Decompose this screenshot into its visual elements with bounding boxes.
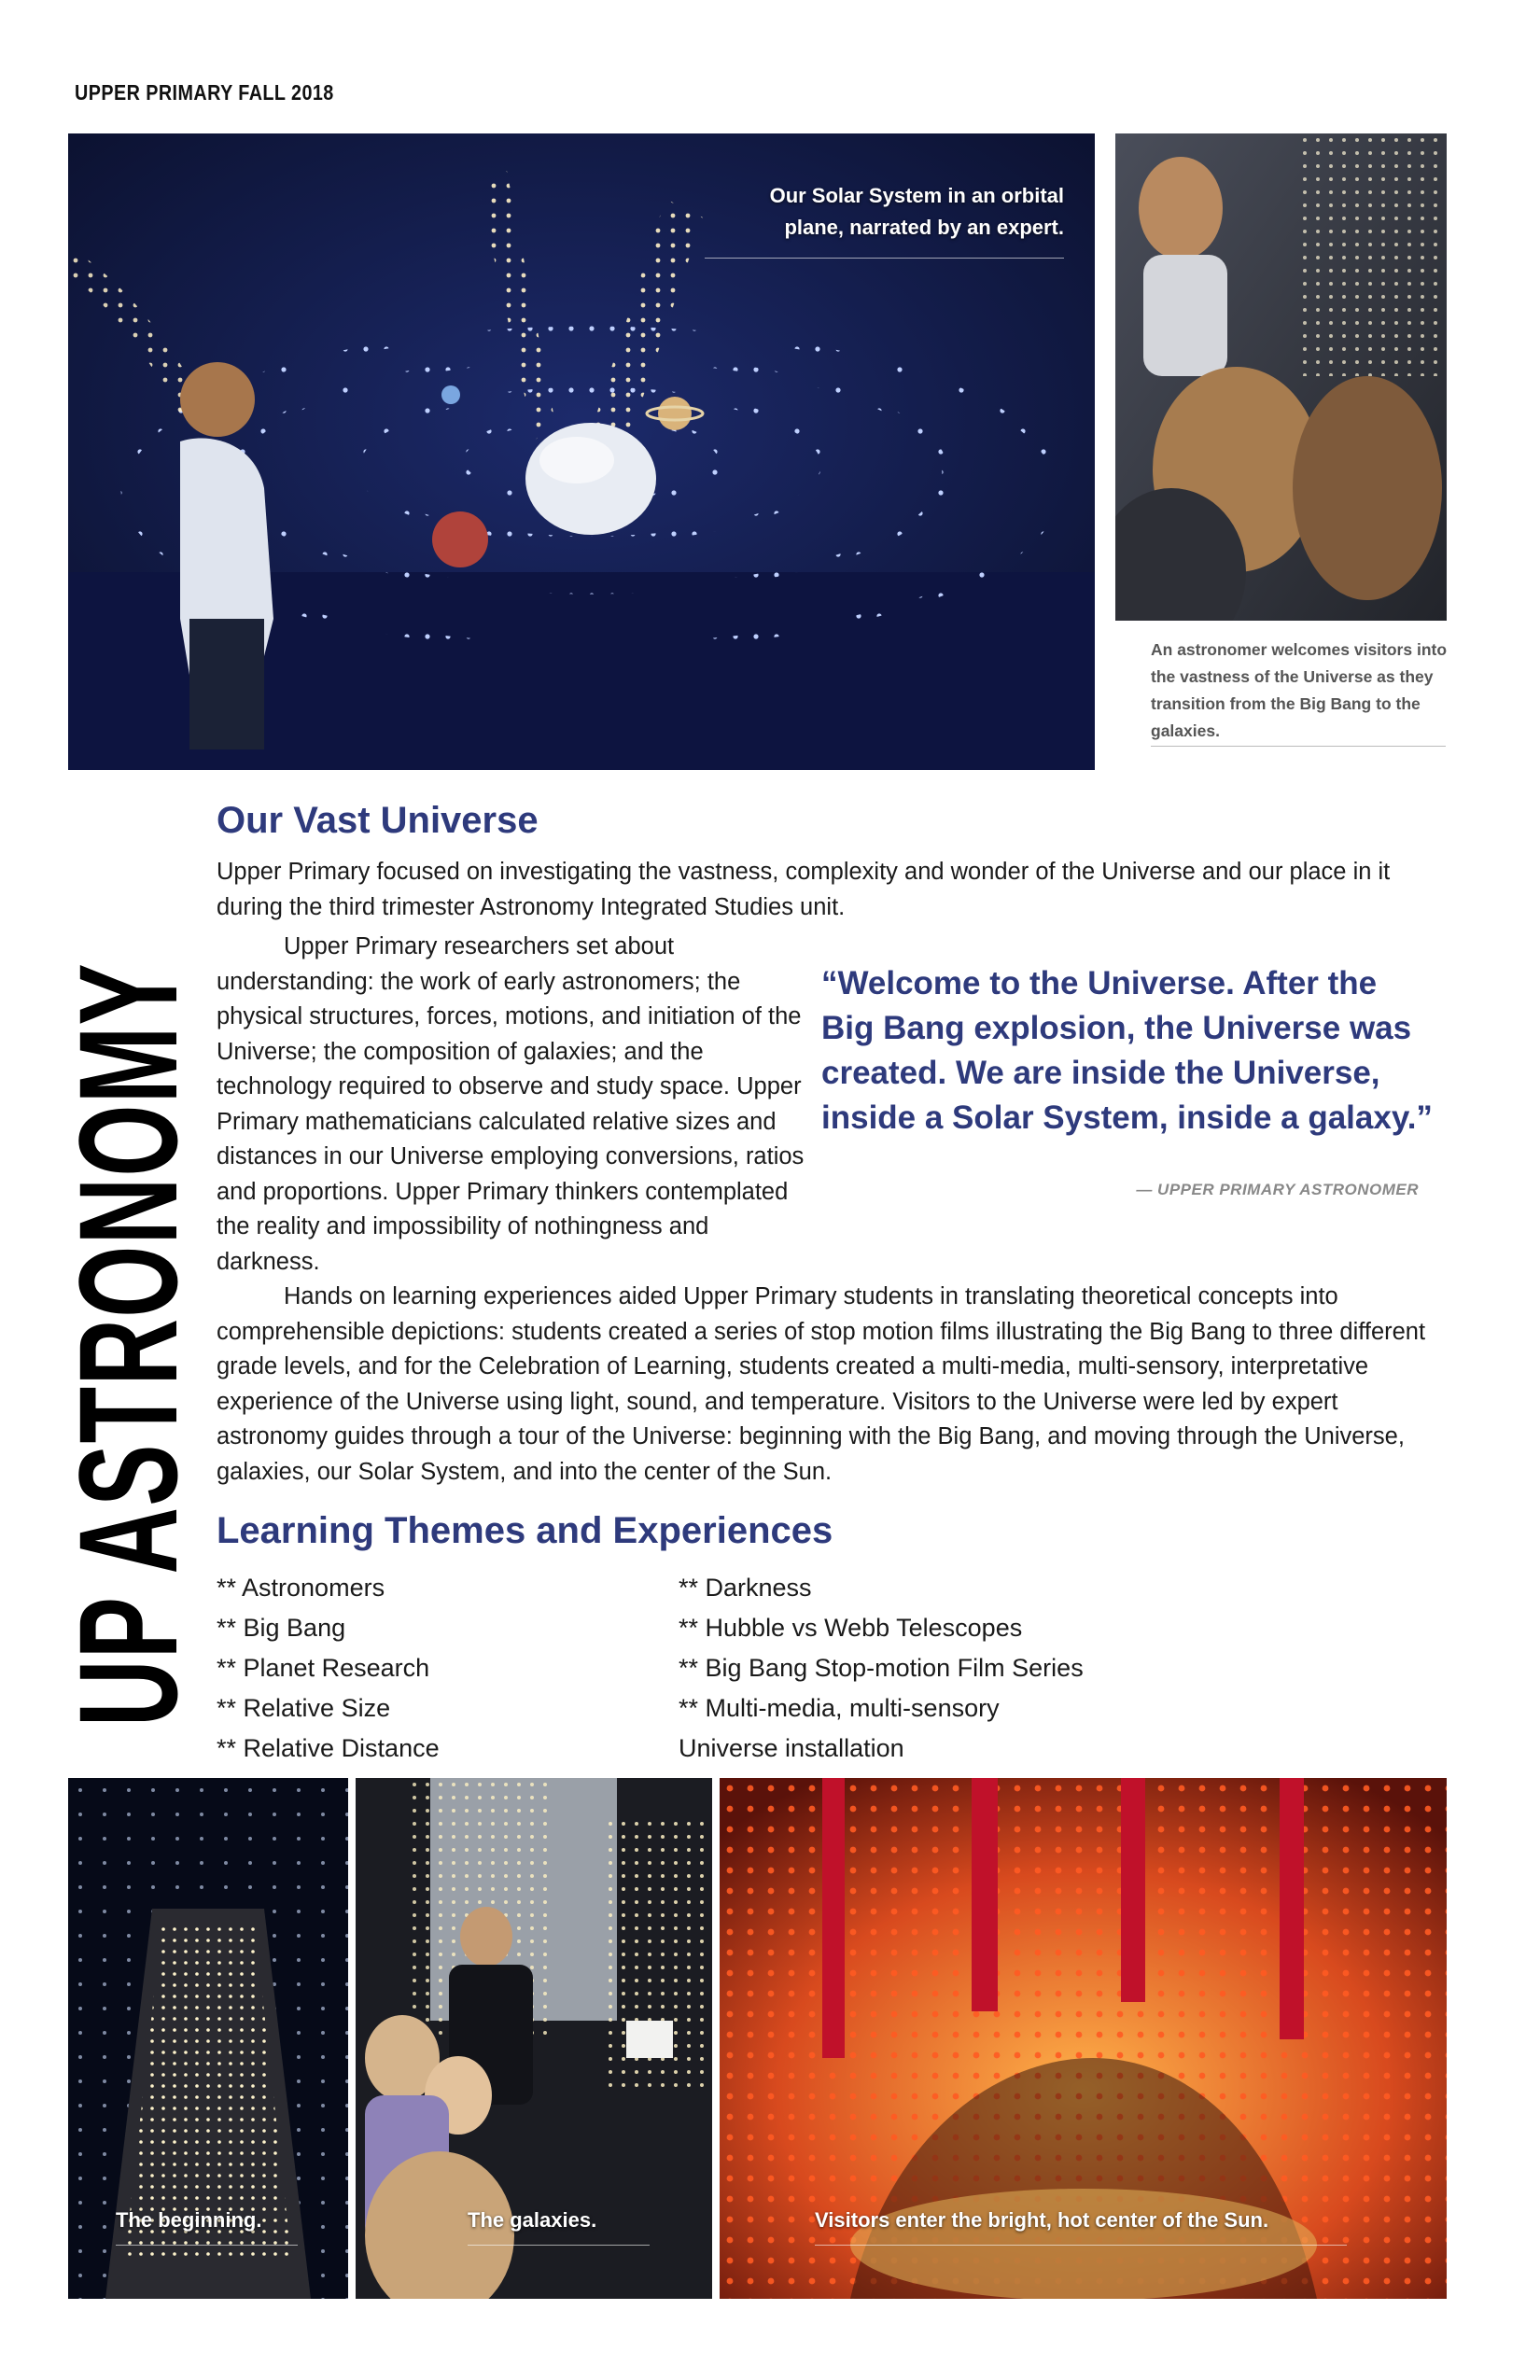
list-item: ** Relative Distance (217, 1734, 440, 1762)
list-item: ** Big Bang Stop-motion Film Series (679, 1654, 1084, 1682)
section-heading-learning-themes: Learning Themes and Experiences (217, 1510, 833, 1551)
list-item: Universe installation (679, 1734, 904, 1762)
sun-center-caption: Visitors enter the bright, hot center of the Sun. (815, 2208, 1269, 2232)
list-item: ** Darkness (679, 1574, 812, 1602)
section-heading-vast-universe: Our Vast Universe (217, 800, 539, 841)
solar-system-caption-rule (705, 258, 1064, 259)
astronomer-photo (1115, 133, 1447, 621)
pull-quote: “Welcome to the Universe. After the Big Bang explosion, the Universe was created. We are inside the Universe, inside a Solar System, inside a galaxy.” (821, 965, 1433, 1136)
solar-system-caption-line2: plane, narrated by an expert. (784, 216, 1064, 239)
beginning-caption: The beginning. (116, 2208, 262, 2232)
galaxies-caption: The galaxies. (468, 2208, 597, 2232)
astronomer-caption: An astronomer welcomes visitors into the vastness of the Universe as they transition from the Big Bang to the galaxies. (1151, 640, 1448, 740)
solar-system-caption-line1: Our Solar System in an orbital (769, 184, 1064, 207)
astronomer-caption-rule (1151, 746, 1446, 747)
page-header-label: UPPER PRIMARY FALL 2018 (75, 80, 334, 105)
list-item: ** Astronomers (217, 1574, 385, 1602)
solar-system-caption (653, 180, 1064, 244)
vertical-title (49, 793, 206, 1727)
themes-list-col1 (217, 1568, 440, 1769)
pull-quote-attribution: — UPPER PRIMARY ASTRONOMER (1136, 1181, 1419, 1198)
beginning-caption-rule (116, 2245, 298, 2246)
research-paragraph: Upper Primary researchers set about understanding: the work of early astronomers; the physical structures, forces, motions, and initiation of the Universe; the composition of galaxies; and the technology required to observe and study space. Upper Primary mathematicians calculated relative sizes and distances in our Universe employing conversions, ratios and proportions. Upper Primary thinkers contemplated the reality and impossibility of nothingness and darkness. (217, 933, 805, 1275)
hands-on-paragraph: Hands on learning experiences aided Upper Primary students in translating theoretical concepts into comprehensible depictions: students created a series of stop motion films illustrating the Big Bang to three different grade levels, and for the Celebration of Learning, students created a multi-media, multi-sensory, interpretative experience of the Universe using light, sound, and temperature. Visitors to the Universe were led by expert astronomy guides through a tour of the Universe: beginning with the Big Bang, and moving through the Universe, galaxies, our Solar System, and into the center of the Sun. (217, 1283, 1426, 1485)
sun-center-caption-rule (815, 2245, 1347, 2246)
galaxies-caption-rule (468, 2245, 650, 2246)
list-item: ** Planet Research (217, 1654, 430, 1682)
vertical-title-text: UP ASTRONOMY (49, 962, 206, 1727)
intro-paragraph: Upper Primary focused on investigating the vastness, complexity and wonder of the Universe and our place in it during the third trimester Astronomy Integrated Studies unit. (217, 859, 1391, 920)
list-item: ** Hubble vs Webb Telescopes (679, 1614, 1023, 1642)
list-item: ** Big Bang (217, 1614, 346, 1642)
list-item: ** Relative Size (217, 1694, 391, 1722)
list-item: ** Multi-media, multi-sensory (679, 1694, 1000, 1722)
themes-list-col2 (679, 1568, 1084, 1769)
